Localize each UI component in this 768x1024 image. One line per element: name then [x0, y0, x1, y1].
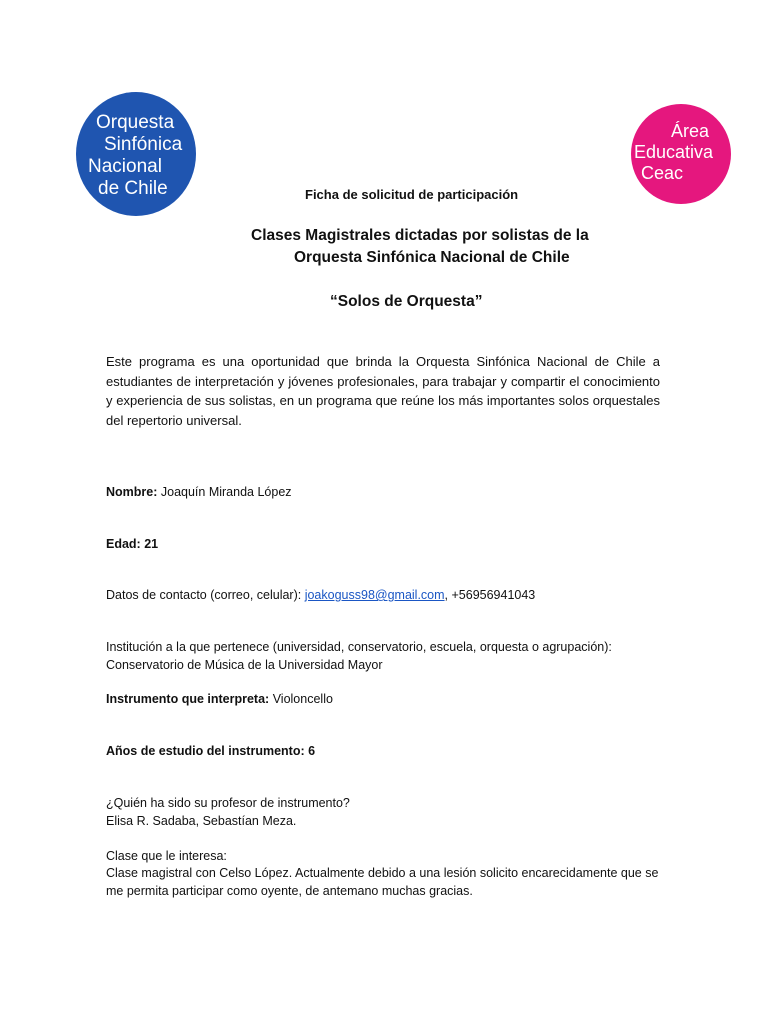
- email-link[interactable]: joakoguss98@gmail.com: [304, 588, 445, 602]
- subtitle: “Solos de Orquesta”: [330, 293, 483, 310]
- form-title: Ficha de solicitud de participación: [305, 187, 519, 202]
- contact-phone: , +56956941043: [444, 588, 536, 602]
- ceac-logo-line-3: Ceac: [641, 163, 684, 183]
- osn-logo-line-3: Nacional: [88, 156, 162, 177]
- institution-label: Institución a la que pertenece (universidad, conservatorio, escuela, orquesta o agrupación):: [106, 640, 612, 654]
- instrument-label: Instrumento que interpreta:: [106, 692, 273, 706]
- teacher-value: Elisa R. Sadaba, Sebastían Meza.: [106, 814, 297, 828]
- osn-logo-line-2: Sinfónica: [104, 134, 183, 155]
- contact-label: Datos de contacto (correo, celular):: [106, 588, 305, 602]
- contact-field: [106, 586, 666, 604]
- name-value: Joaquín Miranda López: [160, 485, 292, 499]
- ceac-logo-line-2: Educativa: [634, 142, 714, 162]
- ceac-logo: [631, 104, 731, 204]
- name-field: [106, 483, 666, 501]
- institution-value: Conservatorio de Música de la Universidad Mayor: [106, 658, 383, 672]
- ceac-logo-line-1: Área: [671, 121, 710, 141]
- title-line-1: Clases Magistrales dictadas por solistas de la: [251, 227, 589, 244]
- class-value-line-2: me permita participar como oyente, de antemano muchas gracias.: [106, 884, 473, 898]
- name-label: Nombre:: [106, 485, 161, 499]
- intro-paragraph: Este programa es una oportunidad que brinda la Orquesta Sinfónica Nacional de Chile a estudiantes de interpretación y jóvenes profesionales, para trabajar y compartir el conocimiento y experiencia de sus solistas, en un programa que reúne los más importantes solos orquestales del repertorio universal.: [106, 354, 660, 428]
- osn-logo-line-1: Orquesta: [96, 112, 175, 133]
- osn-logo: [76, 92, 196, 216]
- title-line-2: Orquesta Sinfónica Nacional de Chile: [294, 249, 570, 266]
- teacher-label: ¿Quién ha sido su profesor de instrumento?: [106, 796, 350, 810]
- age-field: Edad: 21: [106, 537, 159, 551]
- class-value-line-1: Clase magistral con Celso López. Actualmente debido a una lesión solicito encarecidamente que se: [106, 866, 659, 880]
- years-field: Años de estudio del instrumento: 6: [106, 744, 316, 758]
- instrument-value: Violoncello: [272, 692, 333, 706]
- instrument-field: [106, 690, 666, 708]
- osn-logo-line-4: de Chile: [98, 178, 168, 199]
- class-label: Clase que le interesa:: [106, 849, 227, 863]
